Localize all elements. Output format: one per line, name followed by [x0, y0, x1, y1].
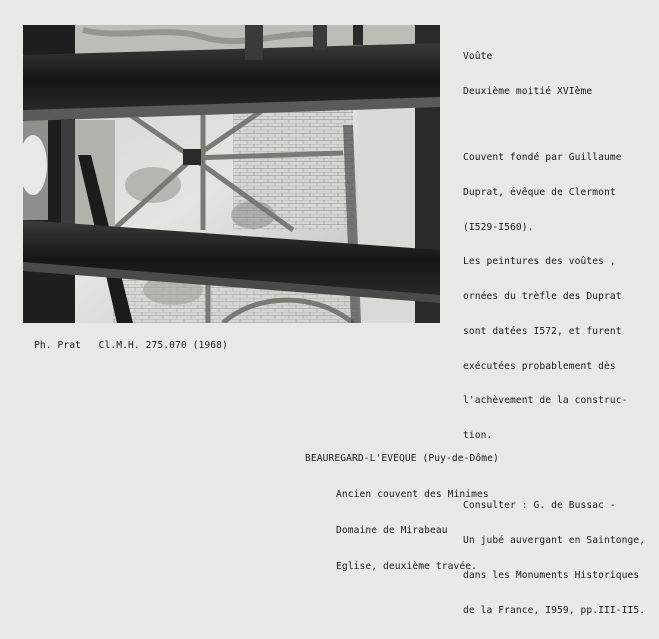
- ref-line: dans les Monuments Historiques: [463, 569, 640, 581]
- desc-line: (I529-I560).: [463, 221, 534, 233]
- desc-line: tion.: [463, 430, 493, 442]
- notes-period: Deuxième moitié XVIème: [463, 85, 593, 97]
- desc-line: Duprat, évêque de Clermont: [463, 186, 616, 198]
- location-line: Eglise, deuxième travée.: [336, 561, 478, 572]
- ref-line: Un jubé auvergant en Saintonge,: [463, 534, 646, 546]
- desc-line: ornées du trèfle des Duprat: [463, 291, 622, 303]
- photo-credit: Ph. Prat Cl.M.H. 275.070 (1968): [34, 340, 228, 351]
- notes-subject: Voûte: [463, 51, 493, 63]
- desc-line: Couvent fondé par Guillaume: [463, 151, 622, 163]
- desc-line: Les peintures des voûtes ,: [463, 256, 616, 268]
- desc-line: exécutées probablement dès: [463, 360, 616, 372]
- desc-line: sont datées I572, et furent: [463, 325, 622, 337]
- location-title: BEAUREGARD-L'EVEQUE (Puy-de-Dôme): [305, 453, 499, 464]
- ref-line: Consulter : G. de Bussac -: [463, 500, 616, 512]
- location-block: [305, 429, 499, 597]
- vault-photograph: [23, 25, 440, 323]
- location-line: Ancien couvent des Minimes: [336, 489, 489, 500]
- desc-line: l'achèvement de la construc-: [463, 395, 628, 407]
- ref-line: de la France, I959, pp.III-II5.: [463, 604, 646, 616]
- location-line: Domaine de Mirabeau: [336, 525, 448, 536]
